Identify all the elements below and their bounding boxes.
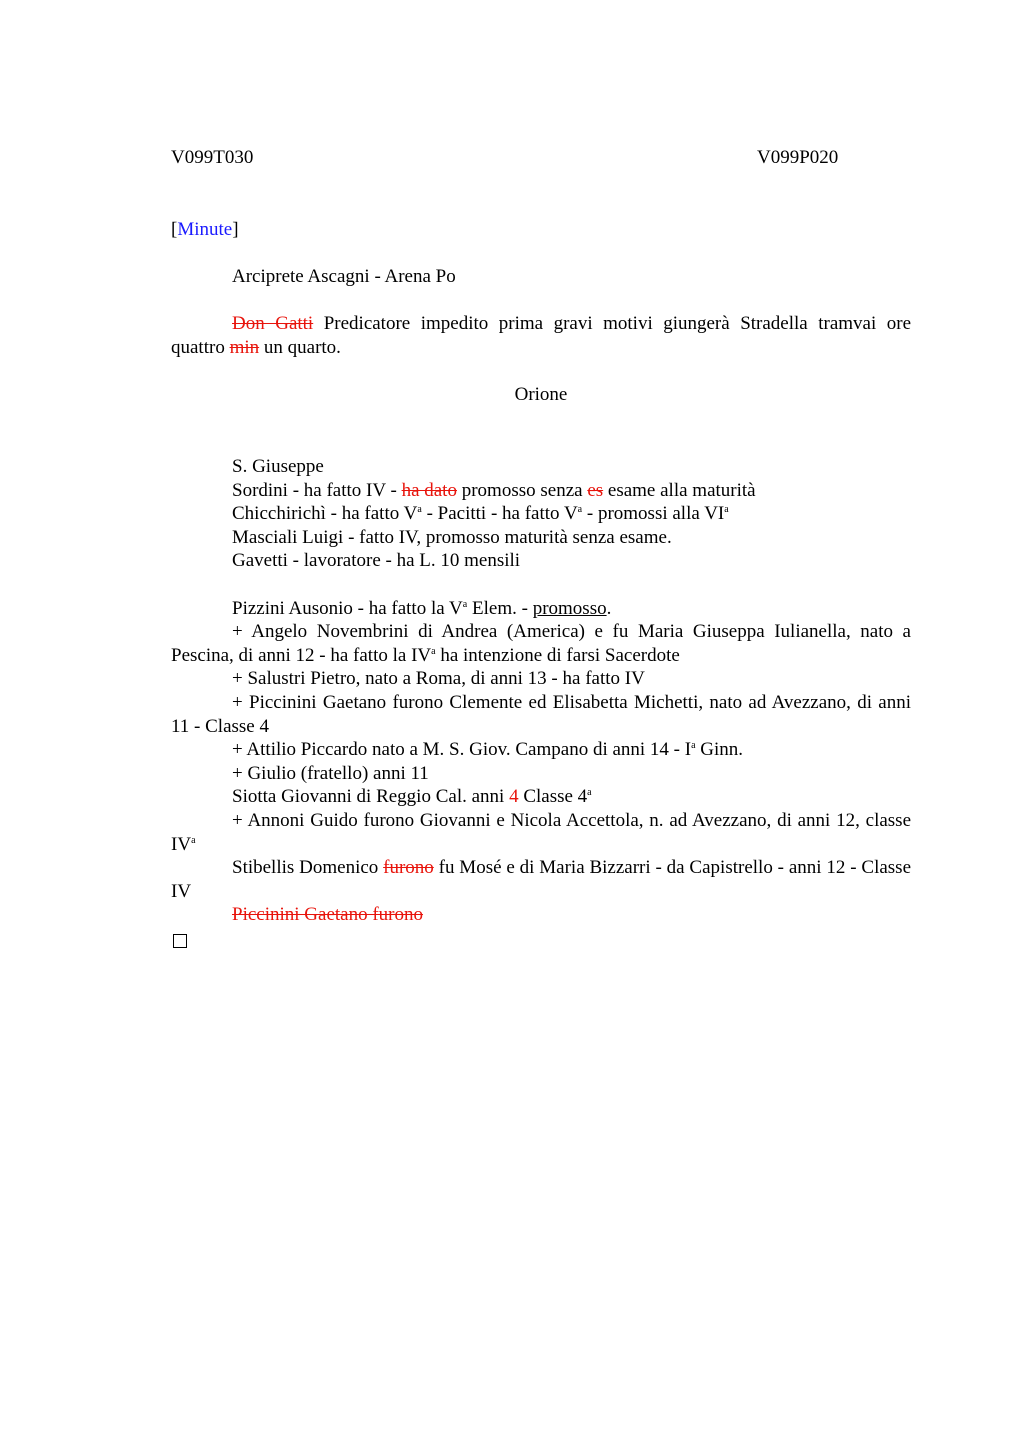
deleted-text: Piccinini Gaetano furono [232,904,424,926]
list-item: Siotta Giovanni di Reggio Cal. anni 4 Classe 4$^a$ [232,786,592,808]
student-list [171,455,911,927]
list-item: Stibellis Domenico furono fu Mosé e di Maria Bizzarri - da Capistrello - anni 12 - Classe IV [171,857,911,902]
deleted-text: ha dato [401,479,457,501]
minute-link[interactable]: Minute [177,219,233,240]
list-item: Pizzini Ausonio - ha fatto la $V^a$ Elem. - promosso. [232,597,612,619]
corrected-text: 4 [509,786,519,808]
document-code-left: V099T030 [171,147,254,168]
list-item: Chicchirichì - ha fatto $V^a$ - Pacitti - ha fatto $V^a$ - promossi alla $VI^a$ [232,503,729,525]
telegram-address: Arciprete Ascagni - Arena Po [232,266,456,287]
list-item: Masciali Luigi - fatto IV, promosso maturità senza esame. [232,526,672,548]
list-heading: S. Giuseppe [232,456,324,477]
list-item: + Salustri Pietro, nato a Roma, di anni 13 - ha fatto IV [232,668,645,690]
list-item [171,903,911,927]
list-item: Sordini - ha fatto IV - ha dato promosso senza es esame alla maturità [232,479,756,501]
deleted-text: furono [383,857,434,879]
list-item: + Angelo Novembrini di Andrea (America) e fu Maria Giuseppa Iulianella, nato a Pescina, di anni 12 - ha fatto la $IV^a$ ha intenzione di farsi Sacerdote [171,621,911,666]
telegram-text: Don Gatti Predicatore impedito prima gravi motivi giungerà Stradella tramvai ore quattro min un quarto. [171,313,912,358]
underlined-text: promosso [532,597,607,619]
list-item: + Annoni Guido furono Giovanni e Nicola Accettola, n. ad Avezzano, di anni 12, classe $IV^a$ [171,809,911,855]
list-item: Gavetti - lavoratore - ha L. 10 mensili [232,550,521,572]
list-item: + Giulio (fratello) anni 11 [232,762,429,784]
minute-label: [Minute] [171,219,239,240]
document-code-right: V099P020 [757,147,839,168]
deleted-text: es [587,479,604,501]
end-mark-square-icon [173,934,187,948]
deleted-text: Don Gatti [232,313,314,335]
list-item: + Piccinini Gaetano furono Clemente ed Elisabetta Michetti, nato ad Avezzano, di anni 11 - Classe 4 [171,691,911,737]
telegram-signature: Orione [514,383,568,405]
list-item: + Attilio Piccardo nato a M. S. Giov. Campano di anni $14 - I^a$ Ginn. [232,739,744,761]
telegram-block [171,265,911,407]
deleted-text: min [229,336,260,358]
